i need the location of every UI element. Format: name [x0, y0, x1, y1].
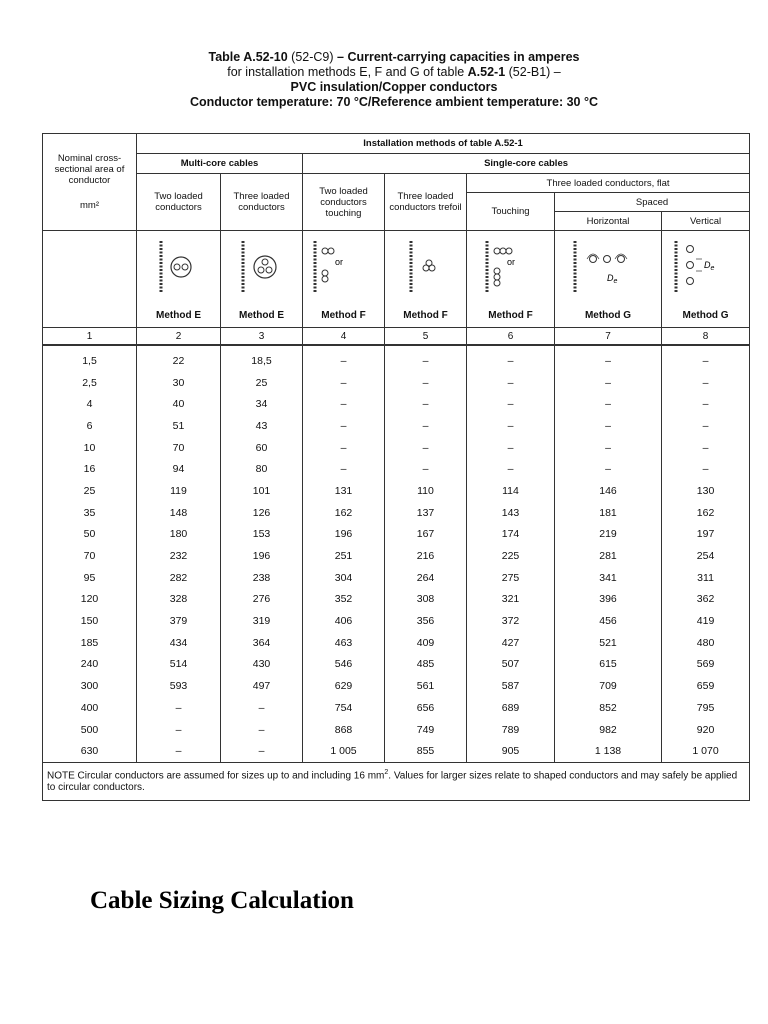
ampacity-cell: 372	[467, 610, 555, 632]
ampacity-cell: –	[555, 372, 662, 394]
ampacity-cell: 659	[662, 675, 750, 697]
ampacity-cell: –	[467, 415, 555, 437]
col-touching: Touching	[467, 193, 555, 231]
ampacity-cell: 409	[385, 632, 467, 654]
ampacity-cell: 225	[467, 545, 555, 567]
ampacity-cell: 656	[385, 697, 467, 719]
ampacity-cell: –	[137, 719, 221, 741]
ampacity-cell: 238	[221, 567, 303, 589]
col-number: 7	[555, 328, 662, 346]
diagram-cell-e3	[221, 231, 303, 328]
title-line-1: Table A.52-10 (52-C9) – Current-carrying capacities in amperes	[208, 50, 580, 64]
ampacity-cell: 1 070	[662, 740, 750, 762]
ampacity-cell: 427	[467, 632, 555, 654]
ampacity-cell: 364	[221, 632, 303, 654]
cable-two-core-icon	[139, 237, 219, 297]
ampacity-cell: 162	[303, 502, 385, 524]
ampacity-cell: 70	[137, 437, 221, 459]
ampacity-cell: –	[555, 393, 662, 415]
conductor-size-cell: 50	[43, 524, 137, 546]
ampacity-cell: –	[303, 458, 385, 480]
ampacity-cell: 514	[137, 654, 221, 676]
two-touching-conductors-icon	[305, 237, 385, 297]
ampacity-cell: 119	[137, 480, 221, 502]
method-label: Method E	[239, 310, 284, 321]
ampacity-cell: 143	[467, 502, 555, 524]
title-line-4: Conductor temperature: 70 °C/Reference ambient temperature: 30 °C	[189, 95, 599, 109]
ampacity-cell: 254	[662, 545, 750, 567]
ampacity-cell: 521	[555, 632, 662, 654]
ampacity-cell: 356	[385, 610, 467, 632]
ampacity-cell: –	[555, 458, 662, 480]
ampacity-cell: 905	[467, 740, 555, 762]
ampacity-cell: –	[555, 437, 662, 459]
ampacity-cell: 406	[303, 610, 385, 632]
ampacity-cell: 25	[221, 372, 303, 394]
ampacity-cell: 40	[137, 393, 221, 415]
conductor-size-cell: 120	[43, 589, 137, 611]
ampacity-cell: 180	[137, 524, 221, 546]
conductor-size-cell: 300	[43, 675, 137, 697]
trefoil-conductors-icon	[387, 237, 467, 297]
ampacity-cell: 282	[137, 567, 221, 589]
ampacity-cell: 130	[662, 480, 750, 502]
diagram-cell-g7	[555, 231, 662, 328]
ampacity-cell: 232	[137, 545, 221, 567]
ampacity-cell: 507	[467, 654, 555, 676]
ampacity-cell: 1 005	[303, 740, 385, 762]
multi-core-header: Multi-core cables	[137, 154, 303, 174]
ampacity-cell: 137	[385, 502, 467, 524]
ampacity-cell: –	[303, 415, 385, 437]
ampacity-cell: –	[221, 697, 303, 719]
ampacity-cell: –	[385, 372, 467, 394]
ampacity-cell: 153	[221, 524, 303, 546]
ampacity-cell: 868	[303, 719, 385, 741]
ampacity-cell: 167	[385, 524, 467, 546]
table-row	[43, 675, 750, 697]
ampacity-cell: 561	[385, 675, 467, 697]
ampacity-cell: 569	[662, 654, 750, 676]
table-row	[43, 719, 750, 741]
conductor-size-cell: 25	[43, 480, 137, 502]
method-label: Method G	[584, 310, 632, 321]
left-col-header: Nominal cross-sectional area of conductor mm²	[43, 134, 137, 231]
unit-label: mm²	[80, 200, 99, 211]
table-row	[43, 458, 750, 480]
table-body	[43, 345, 750, 763]
table-row	[43, 524, 750, 546]
ampacity-cell: 126	[221, 502, 303, 524]
ampacity-cell: 328	[137, 589, 221, 611]
ampacity-cell: 30	[137, 372, 221, 394]
ampacity-cell: 321	[467, 589, 555, 611]
ampacity-cell: –	[662, 372, 750, 394]
diagram-cell-f6	[467, 231, 555, 328]
ampacity-cell: 43	[221, 415, 303, 437]
table-row	[43, 393, 750, 415]
ampacity-cell: 94	[137, 458, 221, 480]
ampacity-cell: –	[137, 697, 221, 719]
col-number: 1	[43, 328, 137, 346]
ampacity-cell: 497	[221, 675, 303, 697]
diagram-cell-e2	[137, 231, 221, 328]
ampacity-cell: 196	[221, 545, 303, 567]
ampacity-cell: –	[385, 345, 467, 372]
ampacity-cell: 110	[385, 480, 467, 502]
ampacity-cell: 434	[137, 632, 221, 654]
ampacity-cell: 419	[662, 610, 750, 632]
table-row	[43, 415, 750, 437]
ampacity-cell: 264	[385, 567, 467, 589]
table-row	[43, 589, 750, 611]
conductor-size-cell: 240	[43, 654, 137, 676]
spaced-horizontal-icon	[557, 237, 657, 297]
ampacity-cell: –	[303, 372, 385, 394]
spaced-header: Spaced	[555, 193, 750, 212]
ampacity-cell: 162	[662, 502, 750, 524]
ampacity-cell: –	[385, 393, 467, 415]
ampacity-cell: 131	[303, 480, 385, 502]
ampacity-cell: –	[385, 437, 467, 459]
table-row	[43, 372, 750, 394]
col-vertical: Vertical	[662, 212, 750, 231]
ampacity-cell: 546	[303, 654, 385, 676]
ampacity-cell: 148	[137, 502, 221, 524]
ampacity-cell: 308	[385, 589, 467, 611]
ampacity-cell: 587	[467, 675, 555, 697]
ampacity-cell: –	[662, 415, 750, 437]
ampacity-cell: 174	[467, 524, 555, 546]
ampacity-cell: 219	[555, 524, 662, 546]
ampacity-cell: –	[303, 437, 385, 459]
diagram-cell-g8	[662, 231, 750, 328]
ampacity-cell: –	[662, 393, 750, 415]
conductor-size-cell: 1,5	[43, 345, 137, 372]
ampacity-cell: –	[662, 458, 750, 480]
ampacity-cell: –	[303, 345, 385, 372]
conductor-size-cell: 10	[43, 437, 137, 459]
ampacity-cell: 629	[303, 675, 385, 697]
or-label: or	[507, 257, 516, 267]
ampacity-cell: 216	[385, 545, 467, 567]
col-two-touching: Two loaded conductors touching	[303, 174, 385, 231]
ampacity-cell: –	[467, 372, 555, 394]
ampacity-cell: 379	[137, 610, 221, 632]
conductor-size-cell: 2,5	[43, 372, 137, 394]
col-number: 3	[221, 328, 303, 346]
table-row	[43, 697, 750, 719]
spaced-vertical-icon	[664, 237, 748, 297]
ampacity-cell: 749	[385, 719, 467, 741]
title-line-2: for installation methods E, F and G of table A.52-1 (52-B1) –	[227, 65, 561, 79]
ampacity-cell: –	[467, 393, 555, 415]
col-number: 2	[137, 328, 221, 346]
ampacity-cell: 456	[555, 610, 662, 632]
ampacity-cell: –	[303, 393, 385, 415]
ampacity-cell: 51	[137, 415, 221, 437]
install-methods-header: Installation methods of table A.52-1	[137, 134, 750, 154]
ampacity-cell: 80	[221, 458, 303, 480]
diagram-blank	[43, 231, 137, 328]
ampacity-cell: –	[467, 437, 555, 459]
ampacity-cell: 480	[662, 632, 750, 654]
de-label: $D_e$	[607, 273, 618, 285]
ampacity-cell: 304	[303, 567, 385, 589]
ampacity-cell: 754	[303, 697, 385, 719]
ampacity-cell: 311	[662, 567, 750, 589]
ampacity-cell: 114	[467, 480, 555, 502]
col-number: 5	[385, 328, 467, 346]
table-row	[43, 437, 750, 459]
ampacity-cell: –	[555, 345, 662, 372]
ampacity-cell: 689	[467, 697, 555, 719]
three-flat-header: Three loaded conductors, flat	[467, 174, 750, 193]
conductor-size-cell: 500	[43, 719, 137, 741]
ampacity-cell: 146	[555, 480, 662, 502]
ampacity-cell: 281	[555, 545, 662, 567]
ampacity-cell: 181	[555, 502, 662, 524]
ampacity-cell: 251	[303, 545, 385, 567]
ampacity-cell: 789	[467, 719, 555, 741]
ampacity-cell: 852	[555, 697, 662, 719]
column-number-row	[43, 328, 750, 346]
table-row	[43, 502, 750, 524]
ampacity-cell: 196	[303, 524, 385, 546]
conductor-size-cell: 400	[43, 697, 137, 719]
ampacity-cell: 430	[221, 654, 303, 676]
ampacity-cell: 362	[662, 589, 750, 611]
ampacity-cell: 60	[221, 437, 303, 459]
page-caption: Cable Sizing Calculation	[90, 887, 354, 914]
conductor-size-cell: 630	[43, 740, 137, 762]
ampacity-cell: –	[221, 740, 303, 762]
method-label: Method F	[403, 310, 448, 321]
table-row	[43, 610, 750, 632]
ampacity-cell: –	[385, 458, 467, 480]
conductor-size-cell: 16	[43, 458, 137, 480]
table-title	[40, 50, 748, 110]
ampacity-cell: –	[137, 740, 221, 762]
method-label: Method F	[488, 310, 533, 321]
cable-three-core-icon	[223, 237, 303, 297]
de-label: $D_e$	[704, 260, 715, 272]
or-label: or	[335, 257, 344, 267]
table-row	[43, 345, 750, 372]
table-row	[43, 740, 750, 762]
capacity-table	[42, 133, 750, 801]
conductor-size-cell: 70	[43, 545, 137, 567]
col-number: 8	[662, 328, 750, 346]
table-row	[43, 632, 750, 654]
ampacity-cell: 34	[221, 393, 303, 415]
conductor-size-cell: 185	[43, 632, 137, 654]
conductor-size-cell: 150	[43, 610, 137, 632]
diagram-cell-f5	[385, 231, 467, 328]
ampacity-cell: 319	[221, 610, 303, 632]
conductor-size-cell: 4	[43, 393, 137, 415]
ampacity-cell: 101	[221, 480, 303, 502]
table-row	[43, 545, 750, 567]
ampacity-cell: 855	[385, 740, 467, 762]
ampacity-cell: 463	[303, 632, 385, 654]
col-number: 6	[467, 328, 555, 346]
ampacity-cell: 795	[662, 697, 750, 719]
single-core-header: Single-core cables	[303, 154, 750, 174]
col-two-loaded: Two loaded conductors	[137, 174, 221, 231]
ampacity-cell: 485	[385, 654, 467, 676]
ampacity-cell: 275	[467, 567, 555, 589]
ampacity-cell: 982	[555, 719, 662, 741]
ampacity-cell: 615	[555, 654, 662, 676]
ampacity-cell: –	[467, 345, 555, 372]
ampacity-cell: 920	[662, 719, 750, 741]
ampacity-cell: 1 138	[555, 740, 662, 762]
ampacity-cell: 18,5	[221, 345, 303, 372]
ampacity-cell: 197	[662, 524, 750, 546]
col-number: 4	[303, 328, 385, 346]
col-horizontal: Horizontal	[555, 212, 662, 231]
col-three-loaded: Three loaded conductors	[221, 174, 303, 231]
ampacity-cell: –	[221, 719, 303, 741]
diagram-cell-f4	[303, 231, 385, 328]
method-label: Method E	[156, 310, 201, 321]
ampacity-cell: –	[385, 415, 467, 437]
ampacity-cell: 341	[555, 567, 662, 589]
ampacity-cell: 593	[137, 675, 221, 697]
method-label: Method F	[321, 310, 366, 321]
table-row	[43, 654, 750, 676]
ampacity-cell: –	[662, 437, 750, 459]
ampacity-cell: 396	[555, 589, 662, 611]
ampacity-cell: 276	[221, 589, 303, 611]
table-note: NOTE Circular conductors are assumed for sizes up to and including 16 $mm^2$. Values for larger sizes relate to shaped conductors and may safely be applied to circular conductors.	[43, 763, 750, 801]
ampacity-cell: 709	[555, 675, 662, 697]
conductor-size-cell: 6	[43, 415, 137, 437]
table-row	[43, 567, 750, 589]
ampacity-cell: –	[467, 458, 555, 480]
title-line-3: PVC insulation/Copper conductors	[290, 80, 498, 94]
table-row	[43, 480, 750, 502]
ampacity-cell: –	[662, 345, 750, 372]
conductor-size-cell: 95	[43, 567, 137, 589]
col-three-trefoil: Three loaded conductors trefoil	[385, 174, 467, 231]
ampacity-cell: –	[555, 415, 662, 437]
ampacity-cell: 22	[137, 345, 221, 372]
three-touching-flat-icon	[469, 237, 553, 297]
method-label: Method G	[682, 310, 729, 321]
conductor-size-cell: 35	[43, 502, 137, 524]
ampacity-cell: 352	[303, 589, 385, 611]
